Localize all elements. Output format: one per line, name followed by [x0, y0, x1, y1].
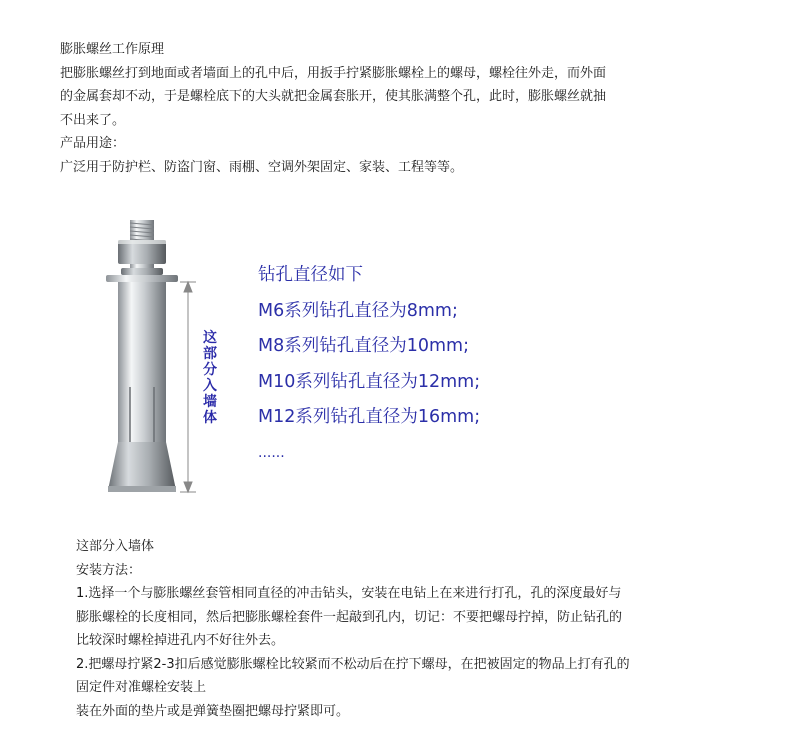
- install-line: 1.选择一个与膨胀螺丝套管相同直径的冲击钻头，安装在电钻上在来进行打孔，孔的深度最好与: [76, 586, 622, 601]
- install-note: 这部分入墙体: [76, 539, 155, 554]
- usage-title: 产品用途：: [60, 136, 126, 151]
- intro-line: 的金属套却不动，于是螺栓底下的大头就把金属套胀开，使其胀满整个孔，此时，膨胀螺丝就抽: [60, 89, 607, 104]
- usage-text: 广泛用于防护栏、防盗门窗、雨棚、空调外架固定、家装、工程等等。: [60, 159, 464, 175]
- label-char: 这: [203, 330, 217, 346]
- install-line: 固定件对准螺栓安装上: [76, 680, 207, 695]
- spec-item: M12系列钻孔直径为16mm;: [258, 407, 481, 427]
- label-char: 部: [203, 346, 217, 362]
- intro-section: [60, 38, 750, 179]
- install-line: 比较深时螺栓掉进孔内不好往外去。: [76, 633, 285, 648]
- install-line: 2.把螺母拧紧2-3扣后感觉膨胀螺栓比较紧而不松动后在拧下螺母，在把被固定的物品上打有孔的: [76, 656, 630, 672]
- drill-spec-list: [258, 258, 618, 471]
- spec-item: M6系列钻孔直径为8mm;: [258, 300, 458, 321]
- label-char: 体: [203, 410, 217, 426]
- intro-line: 把膨胀螺丝打到地面或者墙面上的孔中后，用扳手拧紧膨胀螺栓上的螺母，螺栓往外走，而外面: [60, 65, 607, 81]
- install-section: [76, 535, 756, 723]
- label-char: 墙: [203, 394, 217, 410]
- label-char: 入: [203, 378, 217, 394]
- wall-depth-label: [199, 330, 221, 426]
- spec-heading: 钻孔直径如下: [258, 265, 363, 285]
- intro-line: 不出来了。: [60, 112, 126, 128]
- intro-title: 膨胀螺丝工作原理: [60, 42, 165, 57]
- label-char: 分: [203, 362, 217, 378]
- install-line: 膨胀螺栓的长度相同，然后把膨胀螺栓套件一起敲到孔内，切记：不要把螺母拧掉，防止钻孔的: [76, 609, 623, 625]
- install-title: 安装方法：: [76, 562, 142, 578]
- spec-item: M10系列钻孔直径为12mm;: [258, 371, 481, 392]
- install-line: 装在外面的垫片或是弹簧垫圈把螺母拧紧即可。: [76, 703, 350, 719]
- spec-ellipsis: ......: [258, 444, 285, 461]
- spec-item: M8系列钻孔直径为10mm;: [258, 336, 469, 356]
